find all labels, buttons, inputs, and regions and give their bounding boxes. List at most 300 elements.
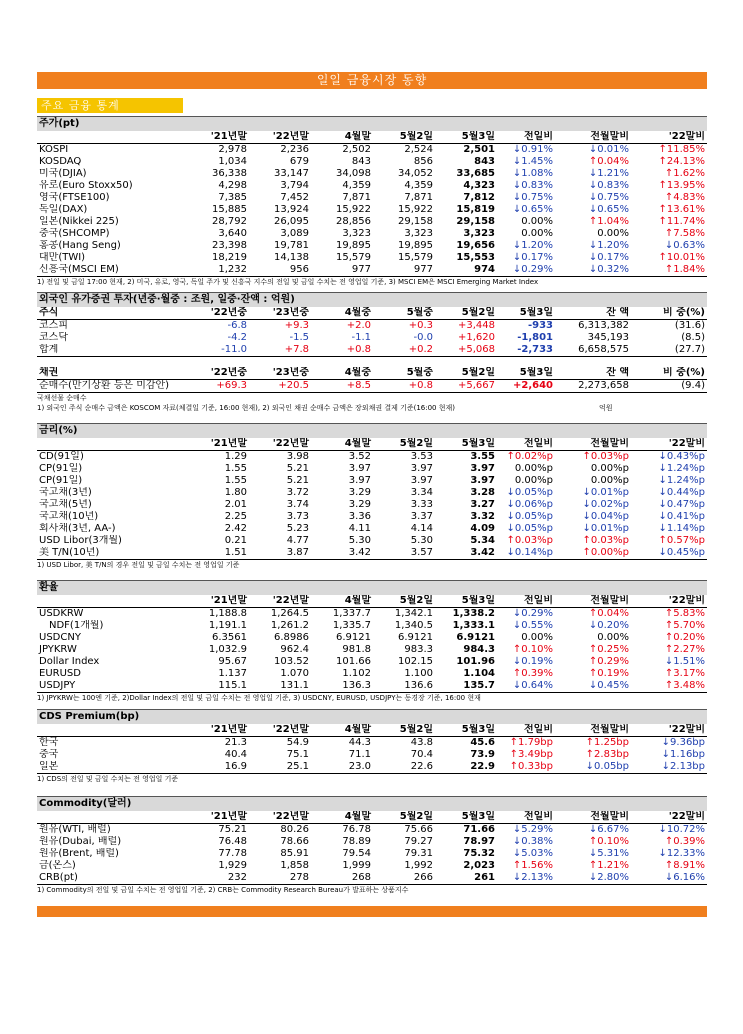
change-cell: ↑13.95% bbox=[658, 180, 705, 191]
change-cell: ↑0.19% bbox=[588, 668, 629, 679]
column-header: '21년말 bbox=[187, 724, 249, 737]
value-cell: 2,978 bbox=[218, 144, 247, 155]
value-cell: 21.3 bbox=[224, 737, 247, 748]
value-cell: 1,261.2 bbox=[270, 620, 309, 631]
value-cell: 983.3 bbox=[404, 644, 433, 655]
change-cell: ↓5.03% bbox=[512, 848, 553, 859]
row-label: 국고채(3년) bbox=[39, 487, 92, 498]
table-row bbox=[37, 320, 707, 333]
column-header: 비 중(%) bbox=[631, 367, 707, 380]
value-cell: 1,340.5 bbox=[394, 620, 433, 631]
value-cell: 5.30 bbox=[410, 535, 433, 546]
stocks-section bbox=[37, 116, 707, 287]
value-cell: 23.0 bbox=[311, 761, 373, 774]
value-cell: -1,801 bbox=[517, 332, 553, 343]
stocks-header: 주가(pt) bbox=[37, 116, 707, 131]
change-cell: 0.00% bbox=[597, 632, 629, 643]
value-cell: (8.5) bbox=[681, 332, 705, 343]
value-cell: 3,640 bbox=[218, 228, 247, 239]
row-label: 원유(Dubai, 배럴) bbox=[39, 836, 122, 847]
value-cell: 19,656 bbox=[456, 240, 495, 251]
value-cell: +8.5 bbox=[311, 380, 373, 393]
column-header: 4월말 bbox=[311, 595, 373, 608]
fx-header: 환율 bbox=[37, 580, 707, 595]
value-cell: 102.15 bbox=[398, 656, 433, 667]
change-cell: ↑4.83% bbox=[664, 192, 705, 203]
column-header: 5월3일 bbox=[435, 595, 497, 608]
value-cell: -6.8 bbox=[227, 320, 247, 331]
value-cell: 3.72 bbox=[286, 487, 309, 498]
table-row bbox=[37, 475, 707, 487]
value-cell: 3.29 bbox=[348, 499, 371, 510]
table-row bbox=[37, 620, 707, 632]
table-row bbox=[37, 836, 707, 848]
value-cell: 1,338.2 bbox=[452, 608, 495, 619]
value-cell: 4.14 bbox=[410, 523, 433, 534]
value-cell: 962.4 bbox=[280, 644, 309, 655]
change-cell: ↓0.45% bbox=[555, 680, 631, 693]
value-cell: 2,501 bbox=[463, 144, 495, 155]
row-label: 국고채(10년) bbox=[39, 511, 99, 522]
value-cell: 3.87 bbox=[249, 547, 311, 560]
row-label: 홍콩(Hang Seng) bbox=[39, 240, 121, 251]
column-header: '21년말 bbox=[187, 131, 249, 144]
column-header: 5월2일 bbox=[373, 438, 435, 451]
column-header: 5월3일 bbox=[497, 367, 555, 380]
table-row bbox=[37, 761, 707, 774]
table-row bbox=[37, 192, 707, 204]
row-label: 합계 bbox=[37, 344, 187, 357]
row-label: 중국(SHCOMP) bbox=[39, 228, 110, 239]
column-header: '21년말 bbox=[187, 811, 249, 824]
change-cell: ↑7.58% bbox=[664, 228, 705, 239]
value-cell: 43.8 bbox=[410, 737, 433, 748]
cds-section bbox=[37, 709, 707, 784]
value-cell: 79.31 bbox=[404, 848, 433, 859]
row-label: 영국(FTSE100) bbox=[39, 192, 110, 203]
column-header: 전일비 bbox=[497, 438, 555, 451]
value-cell: 1,929 bbox=[218, 860, 247, 871]
value-cell: 4,298 bbox=[218, 180, 247, 191]
row-label: CP(91일) bbox=[39, 463, 83, 474]
value-cell: 5.30 bbox=[348, 535, 371, 546]
foreign-note-unit: 억원 bbox=[599, 404, 613, 412]
value-cell: +5,667 bbox=[435, 380, 497, 393]
value-cell: 103.52 bbox=[274, 656, 309, 667]
value-cell: 3.42 bbox=[311, 547, 373, 560]
table-row bbox=[37, 344, 707, 357]
change-cell: ↓1.20% bbox=[588, 240, 629, 251]
value-cell: +20.5 bbox=[249, 380, 311, 393]
rates-note: 1) USD Libor, 美 T/N의 경우 전일 및 금일 수치는 전 영업일 기준 bbox=[37, 561, 240, 569]
value-cell: 1.29 bbox=[224, 451, 247, 462]
value-cell: 71.1 bbox=[348, 749, 371, 760]
change-cell: ↓0.65% bbox=[512, 204, 553, 215]
row-label: CP(91일) bbox=[39, 475, 83, 486]
change-cell: 0.00%p bbox=[514, 463, 553, 474]
rates-header: 금리(%) bbox=[37, 423, 707, 438]
column-header bbox=[37, 811, 187, 824]
value-cell: 261 bbox=[435, 872, 497, 885]
header-row bbox=[37, 724, 707, 737]
change-cell: ↑0.03%p bbox=[506, 535, 553, 546]
change-cell: ↑0.39% bbox=[512, 668, 553, 679]
column-header: 5월중 bbox=[373, 367, 435, 380]
value-cell: 16.9 bbox=[187, 761, 249, 774]
value-cell: 6,313,382 bbox=[578, 320, 629, 331]
row-label: 순매수(만기상환 등은 미감안) bbox=[37, 380, 187, 393]
value-cell: 1.80 bbox=[224, 487, 247, 498]
change-cell: ↓0.17% bbox=[588, 252, 629, 263]
column-header: 전일비 bbox=[497, 811, 555, 824]
value-cell: 6.9121 bbox=[456, 632, 495, 643]
change-cell: ↓0.01%p bbox=[582, 487, 629, 498]
row-label: Dollar Index bbox=[39, 656, 100, 667]
change-cell: ↓9.36bp bbox=[661, 737, 705, 748]
column-header: 비 중(%) bbox=[631, 307, 707, 320]
value-cell: 977 bbox=[311, 264, 373, 277]
header-row bbox=[37, 131, 707, 144]
column-header: '23년중 bbox=[249, 307, 311, 320]
change-cell: ↑5.83% bbox=[664, 608, 705, 619]
change-cell: ↓0.91% bbox=[512, 144, 553, 155]
value-cell: 679 bbox=[289, 156, 309, 167]
stocks-note: 1) 전일 및 금일 17:00 현재, 2) 미국, 유로, 영국, 독일 주가 및 신흥국 지수의 전일 및 금일 수치는 전 영업일 기준, 3) MSCI EM은 MSCI Emerging Market Index bbox=[37, 278, 539, 286]
value-cell: 2.25 bbox=[224, 511, 247, 522]
column-header: '22말비 bbox=[631, 811, 707, 824]
change-cell: ↓0.06%p bbox=[506, 499, 553, 510]
row-label: 신흥국(MSCI EM) bbox=[37, 264, 187, 277]
value-cell: 75.32 bbox=[463, 848, 495, 859]
row-label: 미국(DJIA) bbox=[39, 168, 87, 179]
value-cell: 80.26 bbox=[280, 824, 309, 835]
value-cell: 3,794 bbox=[280, 180, 309, 191]
column-header: 채권 bbox=[37, 367, 187, 380]
value-cell: 135.7 bbox=[435, 680, 497, 693]
table-row bbox=[37, 499, 707, 511]
value-cell: 1,034 bbox=[218, 156, 247, 167]
change-cell: ↑0.02%p bbox=[506, 451, 553, 462]
column-header: 전월말비 bbox=[555, 131, 631, 144]
value-cell: 19,895 bbox=[398, 240, 433, 251]
change-cell: ↓0.14%p bbox=[497, 547, 555, 560]
column-header: '21년말 bbox=[187, 438, 249, 451]
change-cell: ↓0.05%p bbox=[506, 511, 553, 522]
change-cell: ↓0.29% bbox=[497, 264, 555, 277]
value-cell: 79.54 bbox=[342, 848, 371, 859]
value-cell: 956 bbox=[249, 264, 311, 277]
change-cell: ↓1.45% bbox=[512, 156, 553, 167]
column-header: 4월중 bbox=[311, 307, 373, 320]
value-cell: 2.01 bbox=[224, 499, 247, 510]
value-cell: 3.36 bbox=[348, 511, 371, 522]
value-cell: 75.21 bbox=[218, 824, 247, 835]
value-cell: 4,323 bbox=[463, 180, 495, 191]
commodity-note: 1) Commodity의 전일 및 금일 수치는 전 영업일 기준, 2) CRB는 Commodity Research Bureau가 발표하는 상품지수 bbox=[37, 886, 409, 894]
column-header: 4월말 bbox=[311, 131, 373, 144]
foreign-bond-table bbox=[37, 367, 707, 393]
value-cell: 0.21 bbox=[224, 535, 247, 546]
value-cell: 3.57 bbox=[373, 547, 435, 560]
value-cell: 13,924 bbox=[274, 204, 309, 215]
table-row bbox=[37, 204, 707, 216]
change-cell: ↓2.13% bbox=[497, 872, 555, 885]
value-cell: 1.55 bbox=[224, 463, 247, 474]
value-cell: 2,023 bbox=[463, 860, 495, 871]
foreign-header: 외국인 유가증권 투자(년중·월중 : 조원, 일중·잔액 : 억원) bbox=[37, 292, 707, 307]
value-cell: (27.7) bbox=[631, 344, 707, 357]
change-cell: ↓0.20% bbox=[588, 620, 629, 631]
change-cell: ↑0.10% bbox=[512, 644, 553, 655]
table-row bbox=[37, 547, 707, 560]
column-header: 전월말비 bbox=[555, 438, 631, 451]
value-cell: 101.66 bbox=[336, 656, 371, 667]
commodity-section bbox=[37, 796, 707, 895]
row-label: 중국 bbox=[39, 749, 59, 760]
value-cell: 7,452 bbox=[280, 192, 309, 203]
row-label: USD Libor(3개월) bbox=[39, 535, 122, 546]
change-cell: ↓5.31% bbox=[588, 848, 629, 859]
value-cell: 5.21 bbox=[286, 463, 309, 474]
value-cell: 25.1 bbox=[249, 761, 311, 774]
value-cell: 1,337.7 bbox=[332, 608, 371, 619]
row-label: 한국 bbox=[39, 737, 59, 748]
change-cell: ↓1.24%p bbox=[658, 463, 705, 474]
value-cell: 6,658,575 bbox=[555, 344, 631, 357]
fx-note: 1) JPYKRW는 100엔 기준, 2)Dollar Index의 전일 및 금일 수치는 전 영업일 기준, 3) USDCNY, EURUSD, USDJPY는 동경장 기준, 16:00 현재 bbox=[37, 694, 481, 702]
column-header: 5월2일 bbox=[373, 595, 435, 608]
value-cell: 1.102 bbox=[342, 668, 371, 679]
change-cell: ↑1.56% bbox=[512, 860, 553, 871]
value-cell: -933 bbox=[527, 320, 553, 331]
value-cell: 19,781 bbox=[274, 240, 309, 251]
table-row bbox=[37, 156, 707, 168]
value-cell: 4.09 bbox=[470, 523, 495, 534]
value-cell: 1,999 bbox=[342, 860, 371, 871]
value-cell: 3,323 bbox=[404, 228, 433, 239]
value-cell: -2,733 bbox=[497, 344, 555, 357]
foreign-note-2-text: 1) 외국인 주식 순매수 금액은 KOSCOM 자료(체결일 기준, 16:00 현재), 2) 외국인 채권 순매수 금액은 장외채권 결제 기준(16:00 현재) bbox=[37, 404, 455, 412]
change-cell: ↑0.57%p bbox=[658, 535, 705, 546]
change-cell: ↑0.33bp bbox=[497, 761, 555, 774]
value-cell: 33,147 bbox=[274, 168, 309, 179]
table-row bbox=[37, 180, 707, 192]
table-row bbox=[37, 824, 707, 837]
row-label: 원유(Brent, 배럴) bbox=[39, 848, 119, 859]
column-header: 전일비 bbox=[497, 724, 555, 737]
value-cell: 78.66 bbox=[280, 836, 309, 847]
fx-table bbox=[37, 595, 707, 693]
value-cell: 4.11 bbox=[348, 523, 371, 534]
column-header bbox=[37, 724, 187, 737]
value-cell: 1,264.5 bbox=[270, 608, 309, 619]
change-cell: ↑5.70% bbox=[664, 620, 705, 631]
value-cell: 1,992 bbox=[404, 860, 433, 871]
value-cell: 19,895 bbox=[336, 240, 371, 251]
change-cell: ↓0.01%p bbox=[582, 523, 629, 534]
value-cell: +0.2 bbox=[373, 344, 435, 357]
change-cell: ↓0.32% bbox=[555, 264, 631, 277]
table-row bbox=[37, 168, 707, 180]
column-header: 4월말 bbox=[311, 724, 373, 737]
row-label: 독일(DAX) bbox=[39, 204, 88, 215]
table-row bbox=[37, 380, 707, 393]
change-cell: ↓0.44%p bbox=[658, 487, 705, 498]
value-cell: 45.6 bbox=[470, 737, 495, 748]
column-header: 5월중 bbox=[373, 307, 435, 320]
value-cell: +0.8 bbox=[311, 344, 373, 357]
value-cell: 15,579 bbox=[336, 252, 371, 263]
value-cell: 1,858 bbox=[280, 860, 309, 871]
value-cell: 75.66 bbox=[404, 824, 433, 835]
value-cell: 15,885 bbox=[212, 204, 247, 215]
value-cell: 34,052 bbox=[398, 168, 433, 179]
change-cell: ↑1.21% bbox=[588, 860, 629, 871]
table-row bbox=[37, 860, 707, 872]
change-cell: ↓0.41%p bbox=[658, 511, 705, 522]
column-header: 전일비 bbox=[497, 595, 555, 608]
column-header: 5월2일 bbox=[435, 307, 497, 320]
value-cell: (31.6) bbox=[674, 320, 705, 331]
row-label: USDCNY bbox=[39, 632, 81, 643]
value-cell: 76.48 bbox=[218, 836, 247, 847]
change-cell: ↓12.33% bbox=[658, 848, 705, 859]
value-cell: (9.4) bbox=[631, 380, 707, 393]
table-row bbox=[37, 463, 707, 475]
change-cell: ↑1.25bp bbox=[585, 737, 629, 748]
value-cell: -0.0 bbox=[413, 332, 433, 343]
value-cell: 4,359 bbox=[404, 180, 433, 191]
table-row bbox=[37, 252, 707, 264]
change-cell: ↓0.45%p bbox=[631, 547, 707, 560]
value-cell: 26,095 bbox=[274, 216, 309, 227]
value-cell: 1,333.1 bbox=[452, 620, 495, 631]
value-cell: 3.32 bbox=[470, 511, 495, 522]
change-cell: ↑0.10% bbox=[588, 836, 629, 847]
value-cell: 3,323 bbox=[463, 228, 495, 239]
change-cell: ↓1.20% bbox=[512, 240, 553, 251]
value-cell: 115.1 bbox=[187, 680, 249, 693]
value-cell: -1.1 bbox=[351, 332, 371, 343]
value-cell: 2,273,658 bbox=[555, 380, 631, 393]
table-row bbox=[37, 216, 707, 228]
change-cell: ↓0.38% bbox=[512, 836, 553, 847]
column-header: 전월말비 bbox=[555, 595, 631, 608]
value-cell: 1.55 bbox=[224, 475, 247, 486]
column-header: 5월2일 bbox=[373, 724, 435, 737]
value-cell: 22.6 bbox=[373, 761, 435, 774]
value-cell: 33,685 bbox=[456, 168, 495, 179]
value-cell: 136.3 bbox=[311, 680, 373, 693]
change-cell: ↑0.25% bbox=[588, 644, 629, 655]
column-header: 5월2일 bbox=[435, 367, 497, 380]
value-cell: 79.27 bbox=[404, 836, 433, 847]
fx-section bbox=[37, 580, 707, 703]
value-cell: 77.78 bbox=[218, 848, 247, 859]
table-row bbox=[37, 680, 707, 693]
row-label: USDJPY bbox=[37, 680, 187, 693]
column-header: 전월말비 bbox=[555, 811, 631, 824]
change-cell: 0.00%p bbox=[590, 463, 629, 474]
foreign-note-1: 국채선물 순매수 bbox=[37, 394, 87, 402]
row-label: 회사채(3년, AA-) bbox=[39, 523, 116, 534]
value-cell: 6.3561 bbox=[212, 632, 247, 643]
value-cell: 1,188.8 bbox=[208, 608, 247, 619]
value-cell: 3.97 bbox=[410, 475, 433, 486]
value-cell: 278 bbox=[249, 872, 311, 885]
table-row bbox=[37, 872, 707, 885]
foreign-note-2 bbox=[37, 403, 707, 413]
value-cell: 15,819 bbox=[456, 204, 495, 215]
change-cell: ↓0.19% bbox=[512, 656, 553, 667]
row-label: EURUSD bbox=[39, 668, 81, 679]
value-cell: +0.8 bbox=[373, 380, 435, 393]
change-cell: ↓0.63% bbox=[664, 240, 705, 251]
change-cell: ↓1.24%p bbox=[658, 475, 705, 486]
change-cell: ↓0.43%p bbox=[658, 451, 705, 462]
value-cell: 131.1 bbox=[249, 680, 311, 693]
commodity-table bbox=[37, 811, 707, 885]
change-cell: 0.00% bbox=[521, 228, 553, 239]
value-cell: 1.51 bbox=[187, 547, 249, 560]
value-cell: 40.4 bbox=[224, 749, 247, 760]
foreign-stock-table bbox=[37, 307, 707, 357]
value-cell: 136.6 bbox=[373, 680, 435, 693]
value-cell: 29,158 bbox=[456, 216, 495, 227]
value-cell: 3,323 bbox=[342, 228, 371, 239]
value-cell: 3.28 bbox=[470, 487, 495, 498]
value-cell: +3,448 bbox=[457, 320, 495, 331]
column-header: 주식 bbox=[37, 307, 187, 320]
row-label: 원유(WTI, 배럴) bbox=[39, 824, 111, 835]
cds-note: 1) CDS의 전일 및 금일 수치는 전 영업일 기준 bbox=[37, 775, 179, 783]
change-cell: ↓0.29% bbox=[512, 608, 553, 619]
value-cell: 3.97 bbox=[348, 475, 371, 486]
value-cell: 18,219 bbox=[212, 252, 247, 263]
value-cell: +2,640 bbox=[497, 380, 555, 393]
change-cell: ↑11.74% bbox=[658, 216, 705, 227]
column-header: 5월3일 bbox=[497, 307, 555, 320]
column-header: '22년말 bbox=[249, 811, 311, 824]
value-cell: 974 bbox=[435, 264, 497, 277]
row-label: 금(온스) bbox=[39, 860, 76, 871]
table-row bbox=[37, 144, 707, 157]
change-cell: ↑0.00%p bbox=[555, 547, 631, 560]
value-cell: 3,089 bbox=[280, 228, 309, 239]
change-cell: ↓0.04%p bbox=[582, 511, 629, 522]
value-cell: 54.9 bbox=[286, 737, 309, 748]
row-label: USDKRW bbox=[39, 608, 84, 619]
column-header bbox=[37, 595, 187, 608]
value-cell: 15,579 bbox=[398, 252, 433, 263]
change-cell: ↓0.75% bbox=[512, 192, 553, 203]
change-cell: ↑11.85% bbox=[658, 144, 705, 155]
value-cell: 70.4 bbox=[410, 749, 433, 760]
column-header: '23년중 bbox=[249, 367, 311, 380]
value-cell: 2,524 bbox=[404, 144, 433, 155]
value-cell: 1,191.1 bbox=[208, 620, 247, 631]
header-row bbox=[37, 811, 707, 824]
column-header: 잔 액 bbox=[555, 367, 631, 380]
stocks-table bbox=[37, 131, 707, 277]
change-cell: ↑0.03%p bbox=[582, 451, 629, 462]
value-cell: 3.53 bbox=[410, 451, 433, 462]
change-cell: ↑2.83bp bbox=[585, 749, 629, 760]
value-cell: 15,553 bbox=[456, 252, 495, 263]
change-cell: ↓5.29% bbox=[512, 824, 553, 835]
value-cell: 101.96 bbox=[456, 656, 495, 667]
table-row bbox=[37, 523, 707, 535]
